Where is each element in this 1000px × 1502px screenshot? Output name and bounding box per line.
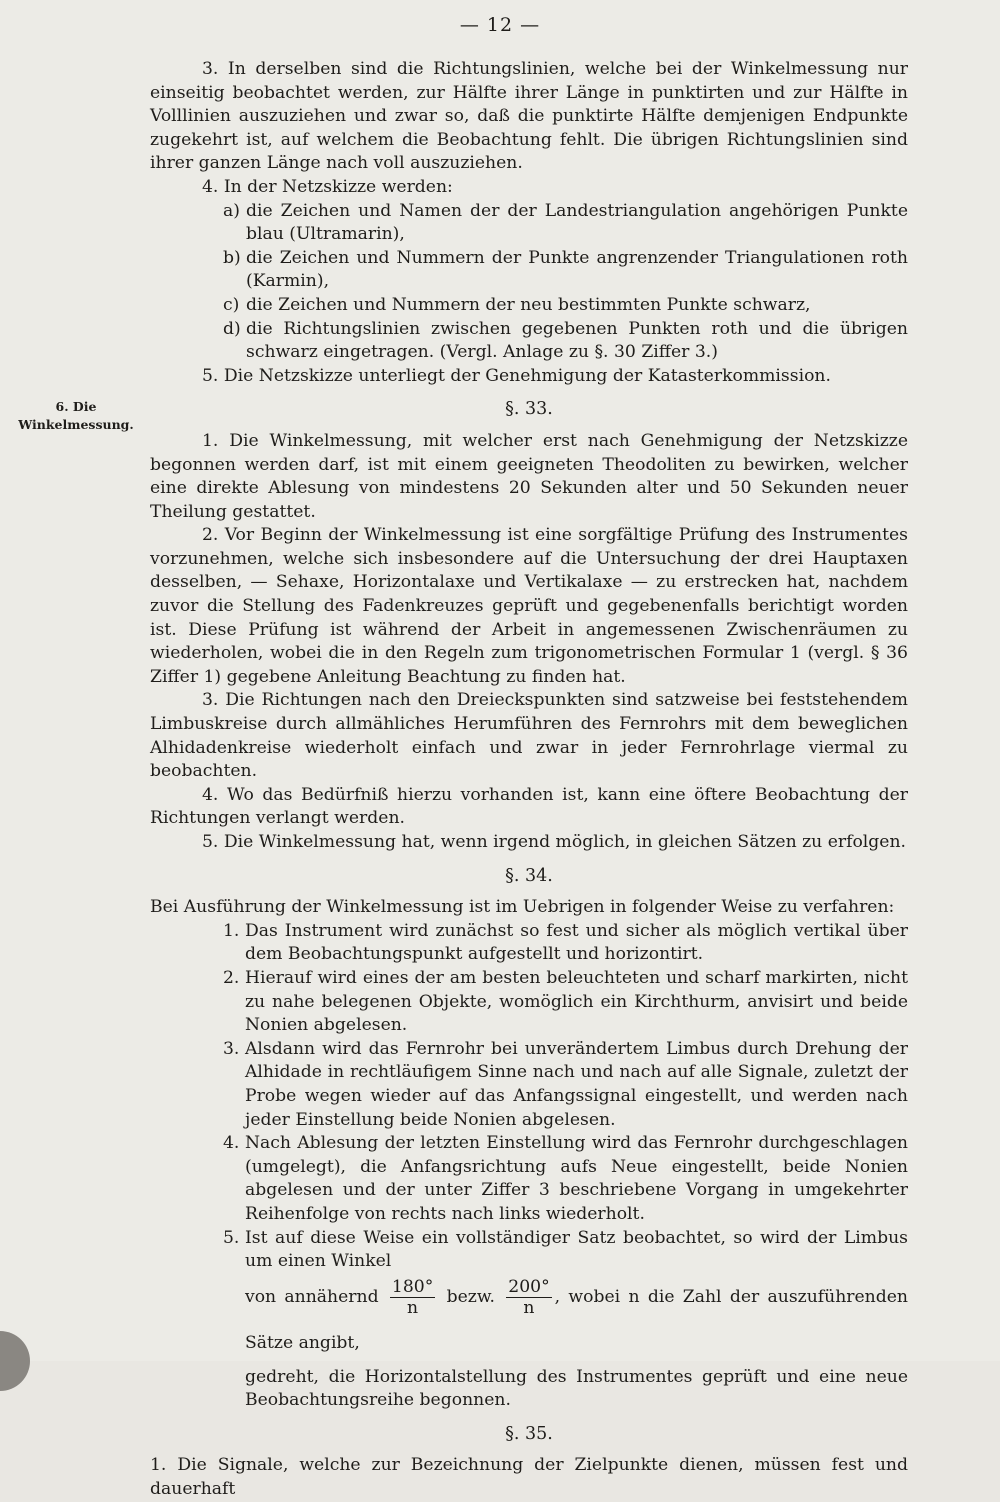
section-heading: §. 35. [505,1423,553,1444]
fraction-denominator: n [523,1297,535,1318]
list-marker: 3. [223,1038,240,1059]
list-text: die Zeichen und Namen der der Landestriangulation angehörigen Punkte blau (Ultramarin), [246,200,908,245]
fraction-denominator: n [407,1297,419,1318]
section-heading: §. 33. [505,399,553,420]
paragraph: 5. Die Winkelmessung hat, wenn irgend möglich, in gleichen Sätzen zu erfolgen. [202,832,906,852]
paragraph: 4. Wo das Bedürfniß hierzu vorhanden ist, kann eine öftere Beobachtung der Richtungen verlangt werden. [150,784,908,829]
list-item [150,1227,908,1413]
fraction [390,1277,435,1318]
list-item [150,1038,908,1132]
fraction [506,1277,551,1318]
paragraph: 3. In derselben sind die Richtungslinien, welche bei der Winkelmessung nur einseitig beobachtet werden, zur Hälfte ihrer Länge in punktirten und zur Hälfte in Volllinien auszuziehen und zwar so, daß die punktirte Hälfte demjenigen Endpunkte zugekehrt ist, auf welchem die Beobachtung fehlt. Die übrigen Richtungslinien sind ihrer ganzen Länge nach voll auszuziehen. [150,59,908,174]
list-item [150,1132,908,1226]
list-text: gedreht, die Horizontalstellung des Instrumentes geprüft und eine neue Beobachtungsreihe begonnen. [245,1366,908,1411]
paragraph: 5. Die Netzskizze unterliegt der Genehmigung der Katasterkommission. [202,365,831,386]
list-marker: 2. [223,967,240,988]
fraction-numerator: 200° [508,1276,550,1297]
list-item [150,200,908,247]
paragraph: 1. Die Winkelmessung, mit welcher erst nach Genehmigung der Netzskizze begonnen werden darf, ist mit einem geeigneten Theodoliten zu bewirken, welcher eine direkte Ablesung von mindestens 20 Sekunden alter und 50 Sekunden neuer Theilung gestattet. [150,430,908,522]
list-marker: 4. [223,1133,240,1154]
list-text: Hierauf wird eines der am besten beleuchteten und scharf markirten, nicht zu nahe belegenen Objekte, womöglich ein Kirchthurm, anvisirt und beide Nonien abgelesen. [245,967,908,1036]
page-corner-shadow [0,1331,30,1391]
list-text: die Zeichen und Nummern der neu bestimmten Punkte schwarz, [246,294,811,315]
list-text: Alsdann wird das Fernrohr bei unverändertem Limbus durch Drehung der Alhidade in rechtläufigem Sinne nach und nach auf alle Signale, zuletzt der Probe wegen wieder auf das Anfangssignal eingestellt, und werden nach jeder Einstellung beide Nonien abgelesen. [245,1038,908,1130]
page-number: — 12 — [459,14,541,36]
list-item [150,920,908,967]
list-item [150,318,908,365]
formula-text: bezw. [446,1286,495,1307]
list-marker: c) [223,294,240,315]
paragraph: 3. Die Richtungen nach den Dreieckspunkten sind satzweise bei feststehendem Limbuskreise durch allmähliches Herumführen des Fernrohrs mit dem beweglichen Alhidadenkreise wiederholt einfach und zwar in jeder Fernrohrlage viermal zu beobachten. [150,690,908,782]
paragraph: 1. Die Signale, welche zur Bezeichnung der Zielpunkte dienen, müssen fest und dauerhaft [150,1455,908,1500]
margin-note-line: 6. Die [55,399,97,414]
list-marker: 5. [223,1227,240,1248]
list-marker: a) [223,200,240,221]
fraction-numerator: 180° [391,1276,434,1297]
list-text: die Richtungslinien zwischen gegebenen Punkten roth und die übrigen schwarz eingetragen. (Vergl. Anlage zu §. 30 Ziffer 3.) [246,318,908,363]
list-item [150,294,908,318]
margin-note [6,398,146,434]
list-text: Ist auf diese Weise ein vollständiger Satz beobachtet, so wird der Limbus um einen Winkel [245,1227,908,1272]
paragraph: 2. Vor Beginn der Winkelmessung ist eine sorgfältige Prüfung des Instrumentes vorzunehmen, welche sich insbesondere auf die Untersuchung der drei Hauptaxen desselben, — Sehaxe, Horizontalaxe und Vertikalaxe — zu erstrecken hat, nachdem zuvor die Stellung des Fadenkreuzes geprüft und gegebenenfalls berichtigt worden ist. Diese Prüfung ist während der Arbeit in angemessenen Zwischenräumen zu wiederholen, wobei die in den Regeln zum trigonometrischen Formular 1 (vergl. § 36 Ziffer 1) gegebene Anleitung Beachtung zu finden hat. [150,525,908,687]
list-text: Nach Ablesung der letzten Einstellung wird das Fernrohr durchgeschlagen (umgelegt), die Anfangsrichtung aufs Neue eingestellt, beide Nonien abgelesen und der unter Ziffer 3 beschriebene Vorgang in umgekehrter Reihenfolge von rechts nach links wiederholt. [245,1133,908,1224]
paragraph: 4. In der Netzskizze werden: [202,176,453,197]
list-item [150,967,908,1038]
list-item [150,247,908,294]
list-marker: b) [223,247,241,268]
list-marker: d) [223,318,241,339]
document-body [150,58,908,1502]
formula-text: , wobei n die Zahl der auszuführenden Sätze angibt, [245,1286,908,1353]
formula-line [245,1274,908,1366]
formula-text: von annähernd [245,1286,379,1307]
list-marker: 1. [223,920,240,941]
margin-note-line: Winkelmessung. [18,417,134,432]
section-heading: §. 34. [505,865,553,886]
list-text: Das Instrument wird zunächst so fest und sicher als möglich vertikal über dem Beobachtungspunkt aufgestellt und horizontirt. [245,920,908,965]
paragraph: Bei Ausführung der Winkelmessung ist im Uebrigen in folgender Weise zu verfahren: [150,897,895,918]
list-text: die Zeichen und Nummern der Punkte angrenzender Triangulationen roth (Karmin), [246,247,908,292]
